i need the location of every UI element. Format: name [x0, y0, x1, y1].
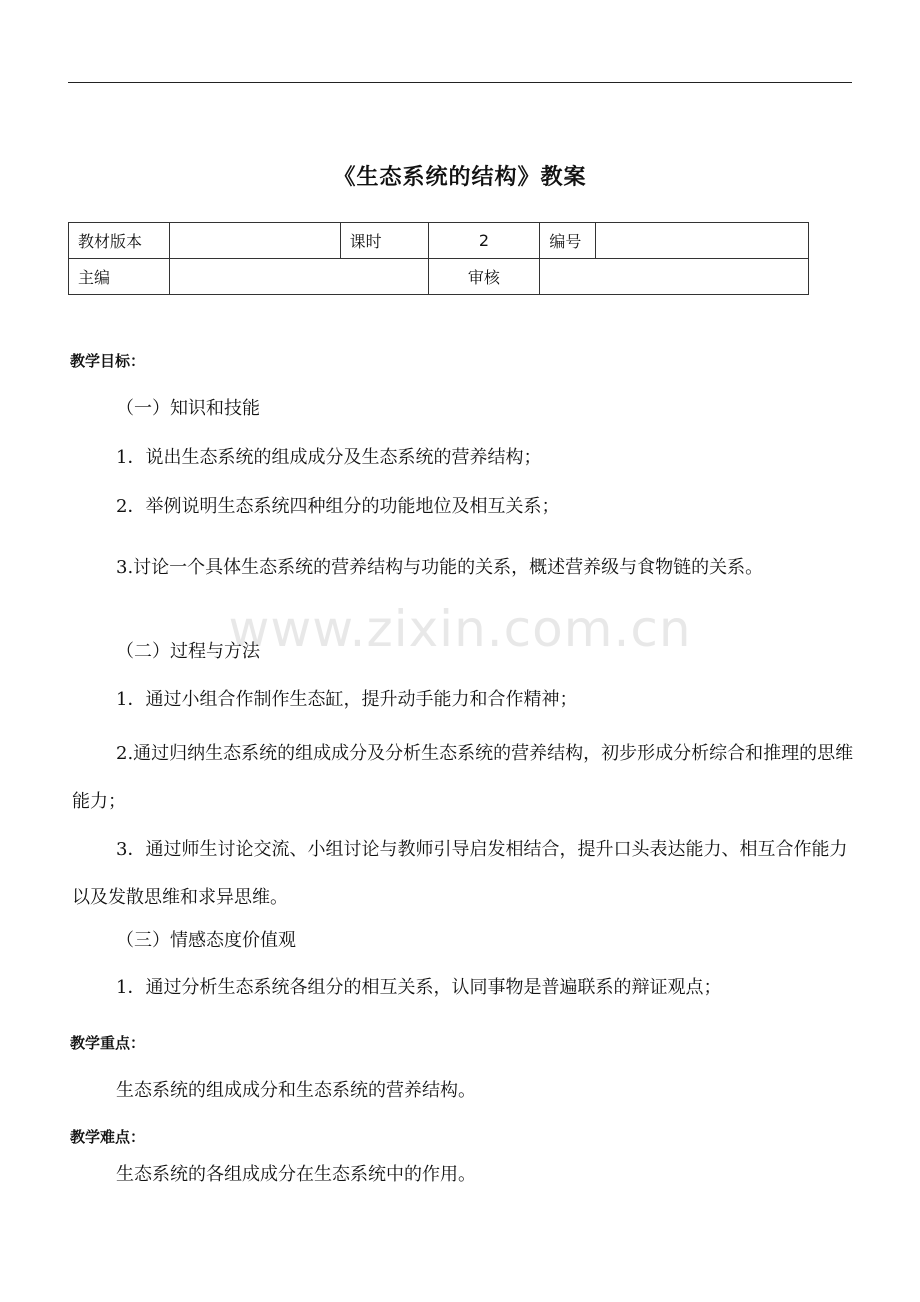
number-value [596, 223, 809, 259]
textbook-label: 教材版本 [69, 223, 170, 259]
knowledge-item-3: 3.讨论一个具体生态系统的营养结构与功能的关系，概述营养级与食物链的关系。 [116, 557, 764, 578]
objectives-heading: 教学目标： [70, 352, 146, 370]
process-title: （二）过程与方法 [116, 641, 260, 662]
process-item-2: 2.通过归纳生态系统的组成成分及分析生态系统的营养结构，初步形成分析综合和推理的思维能力； [72, 743, 854, 812]
number-label: 编号 [540, 223, 596, 259]
info-row-1 [69, 223, 809, 259]
knowledge-title: （一）知识和技能 [116, 398, 260, 419]
knowledge-item-1: 1．说出生态系统的组成成分及生态系统的营养结构； [116, 447, 542, 468]
process-item-3: 3．通过师生讨论交流、小组讨论与教师引导启发相结合，提升口头表达能力、相互合作能力以及发散思维和求异思维。 [72, 839, 848, 908]
key-points-text: 生态系统的组成成分和生态系统的营养结构。 [116, 1080, 476, 1101]
difficulties-heading: 教学难点： [70, 1128, 146, 1146]
review-label: 审核 [428, 259, 540, 295]
textbook-value [169, 223, 340, 259]
editor-label: 主编 [69, 259, 170, 295]
watermark: www.zixin.com.cn [228, 600, 692, 658]
review-value [540, 259, 809, 295]
knowledge-item-2: 2．举例说明生态系统四种组分的功能地位及相互关系； [116, 496, 560, 517]
document-title: 《生态系统的结构》教案 [333, 165, 587, 190]
emotion-title: （三）情感态度价值观 [116, 930, 296, 951]
periods-value: 2 [428, 223, 540, 259]
process-item-1: 1．通过小组合作制作生态缸，提升动手能力和合作精神； [116, 689, 578, 710]
info-row-2 [69, 259, 809, 295]
key-points-heading: 教学重点： [70, 1034, 146, 1052]
info-table [68, 222, 809, 295]
periods-label: 课时 [340, 223, 428, 259]
editor-value [169, 259, 428, 295]
emotion-item-1: 1．通过分析生态系统各组分的相互关系，认同事物是普遍联系的辩证观点； [116, 977, 722, 998]
header-rule [68, 82, 852, 83]
difficulties-text: 生态系统的各组成成分在生态系统中的作用。 [116, 1164, 476, 1185]
